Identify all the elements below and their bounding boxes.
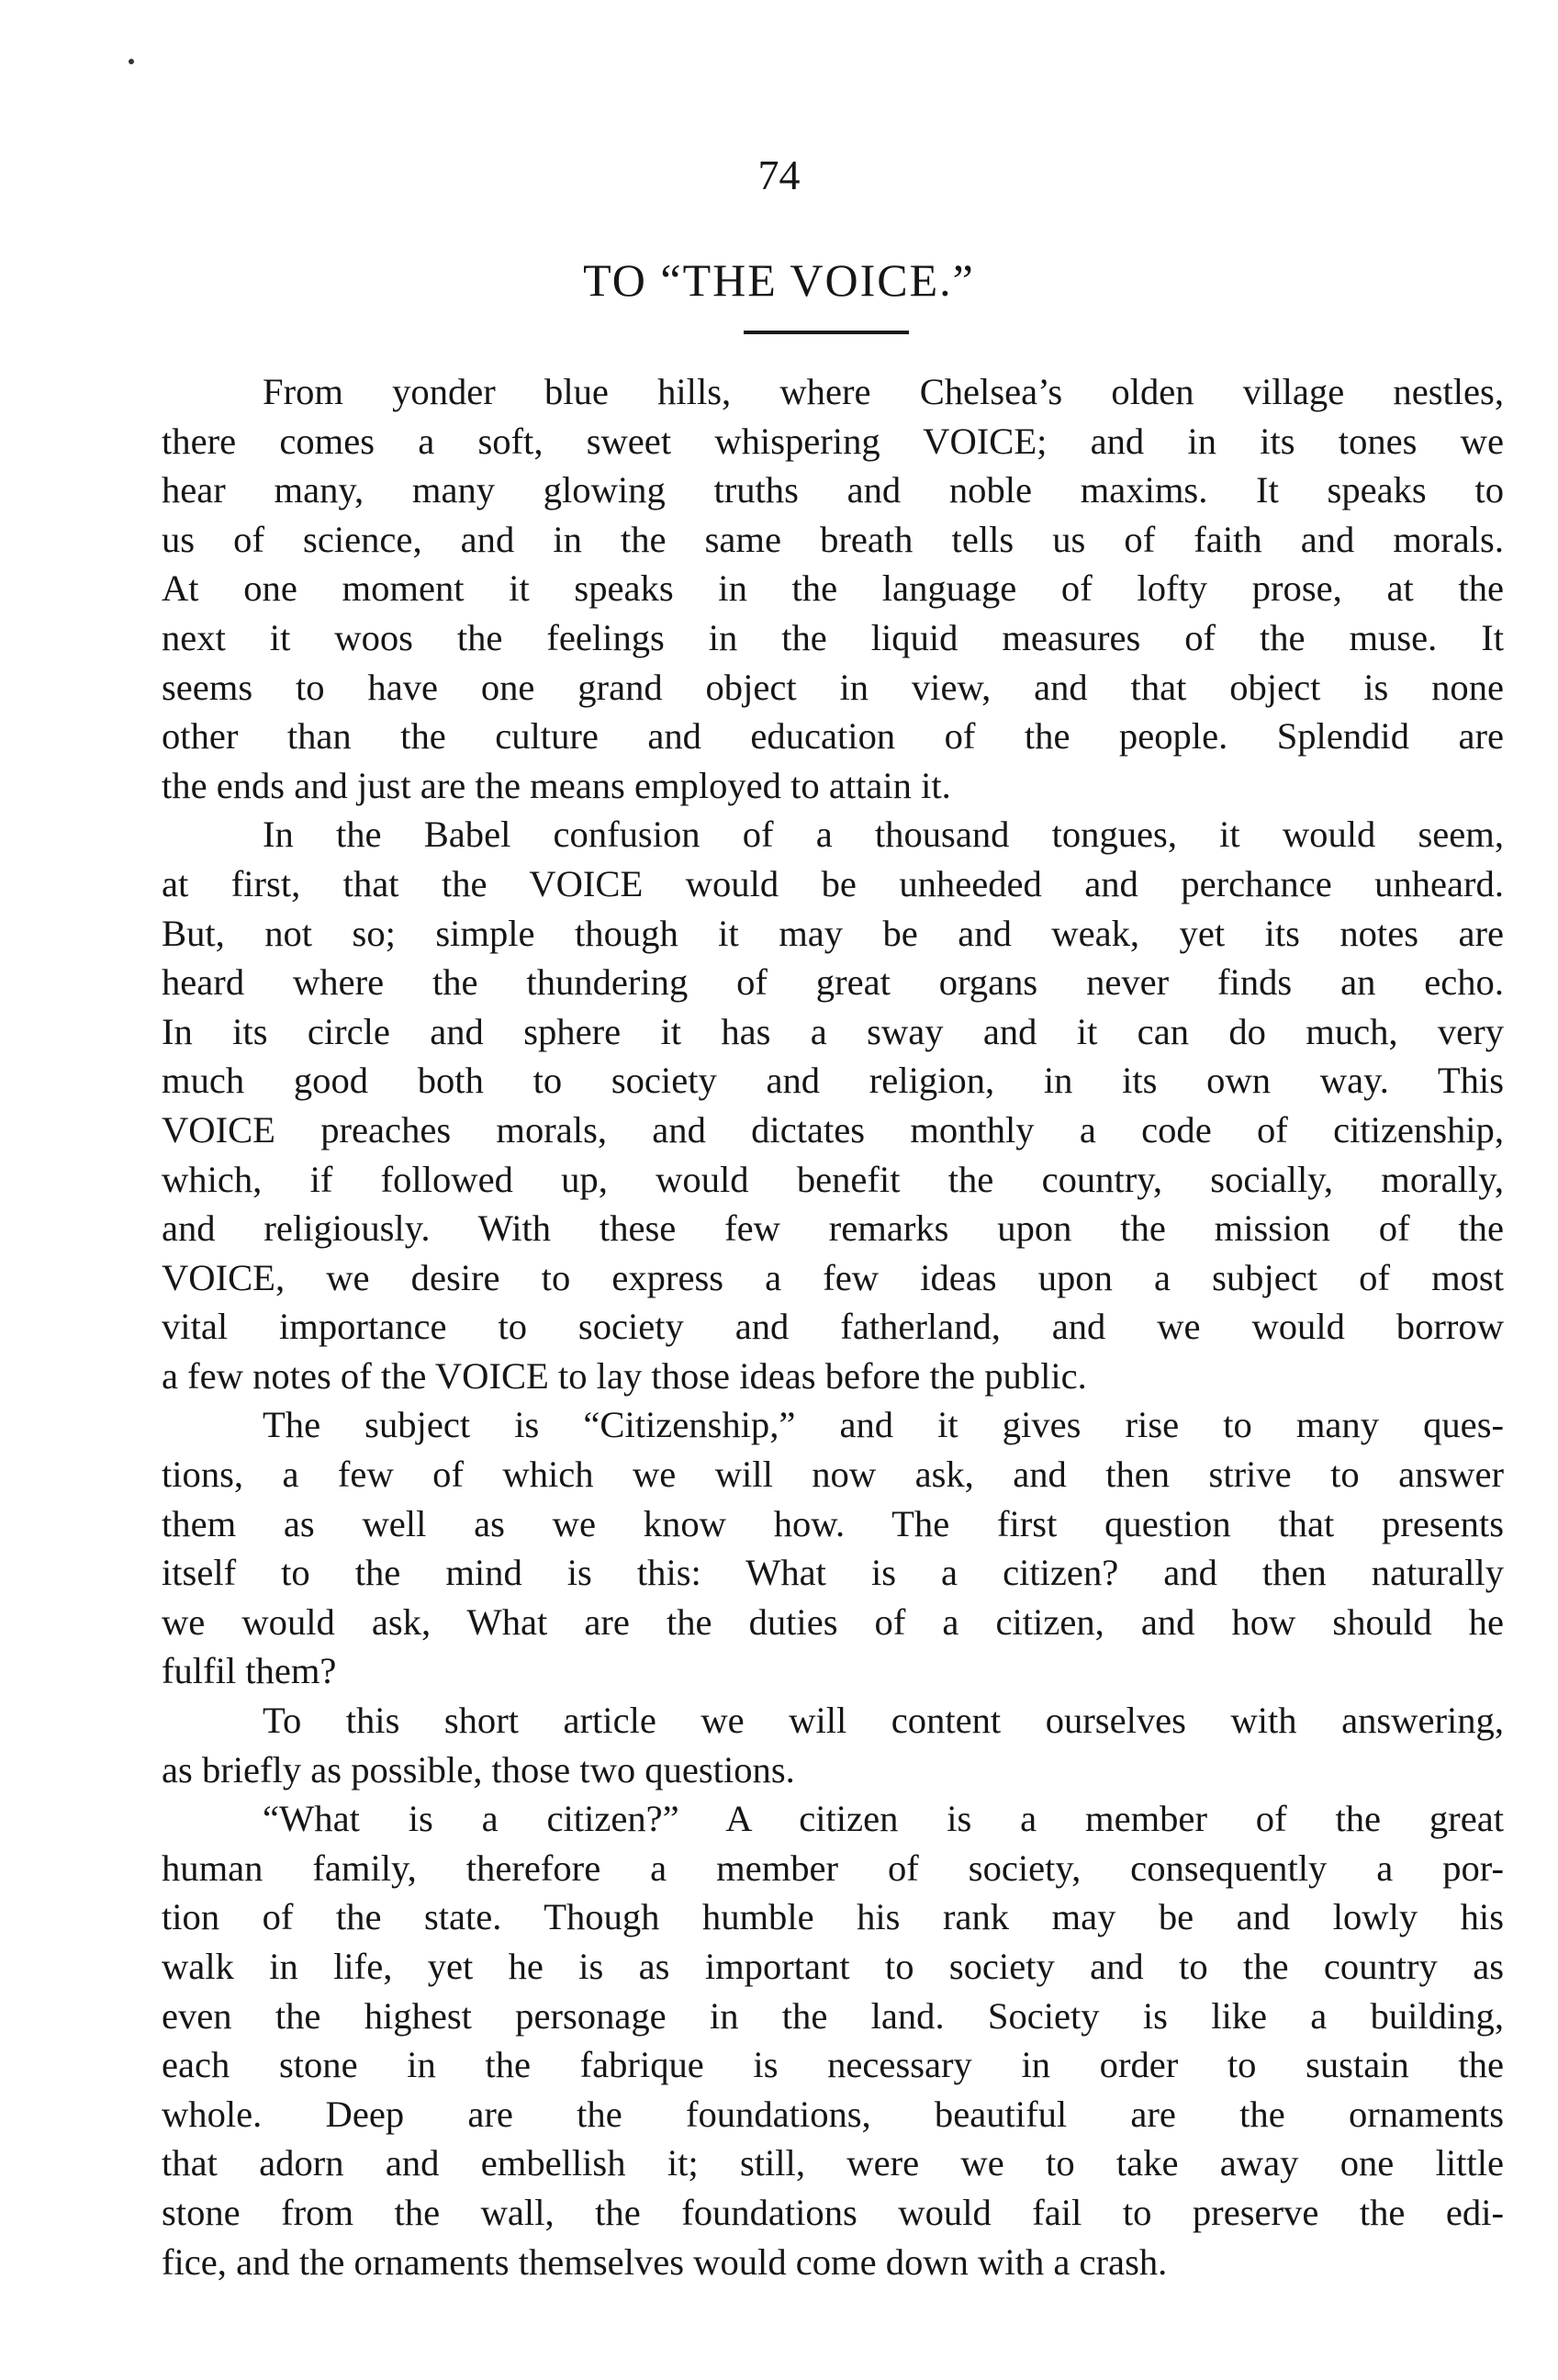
text-line: fice, and the ornaments themselves would come down with a crash. xyxy=(162,2240,1168,2283)
text-line: stone from the wall, the foundations would fail to preserve the edi- xyxy=(162,2191,1504,2233)
text-line: at first, that the VOICE would be unheeded and perchance unheard. xyxy=(162,862,1504,904)
text-line: VOICE preaches morals, and dictates monthly a code of citizenship, xyxy=(162,1108,1504,1151)
text-line: “What is a citizen?” A citizen is a member of the great xyxy=(263,1798,1504,1840)
text-line: tion of the state. Though humble his rank may be and lowly his xyxy=(162,1896,1504,1938)
text-line: a few notes of the VOICE to lay those ideas before the public. xyxy=(162,1354,1087,1397)
text-line: walk in life, yet he is as important to society and to the country as xyxy=(162,1946,1504,1987)
text-line: itself to the mind is this: What is a citizen? and then naturally xyxy=(162,1552,1504,1594)
text-line: we would ask, What are the duties of a citizen, and how should he xyxy=(162,1600,1504,1643)
text-line: the ends and just are the means employed to attain it. xyxy=(162,764,951,806)
article-body xyxy=(162,367,1504,2286)
text-line: At one moment it speaks in the language of lofty prose, at the xyxy=(162,567,1504,610)
text-line: But, not so; simple though it may be and weak, yet its notes are xyxy=(162,912,1504,954)
text-line: In the Babel confusion of a thousand tongues, it would seem, xyxy=(263,814,1504,856)
text-line: whole. Deep are the foundations, beautiful are the ornaments xyxy=(162,2093,1504,2135)
text-line: From yonder blue hills, where Chelsea’s olden village nestles, xyxy=(263,371,1504,412)
text-line: much good both to society and religion, in its own way. This xyxy=(162,1060,1504,1102)
text-line: VOICE, we desire to express a few ideas upon a subject of most xyxy=(162,1256,1504,1298)
title-rule xyxy=(744,331,909,334)
text-line: us of science, and in the same breath tells us of faith and morals. xyxy=(162,518,1504,560)
text-line: In its circle and sphere it has a sway and it can do much, very xyxy=(162,1010,1504,1052)
text-line: next it woos the feelings in the liquid measures of the muse. It xyxy=(162,616,1504,658)
text-line: that adorn and embellish it; still, were we to take away one little xyxy=(162,2142,1504,2184)
ink-speck xyxy=(129,59,134,64)
text-line: vital importance to society and fatherland, and we would borrow xyxy=(162,1306,1504,1348)
text-line: human family, therefore a member of society, consequently a por- xyxy=(162,1847,1504,1889)
text-line: To this short article we will content ourselves with answering, xyxy=(263,1700,1504,1742)
text-line: hear many, many glowing truths and noble maxims. It speaks to xyxy=(162,469,1504,511)
text-line: there comes a soft, sweet whispering VOICE; and in its tones we xyxy=(162,420,1504,462)
text-line: which, if followed up, would benefit the country, socially, morally, xyxy=(162,1158,1504,1200)
text-line: tions, a few of which we will now ask, and then strive to answer xyxy=(162,1454,1504,1496)
text-line: and religiously. With these few remarks upon the mission of the xyxy=(162,1207,1504,1250)
text-line: The subject is “Citizenship,” and it gives rise to many ques- xyxy=(263,1404,1504,1446)
text-line: as briefly as possible, those two questions. xyxy=(162,1748,795,1791)
text-line: heard where the thundering of great organs never finds an echo. xyxy=(162,961,1504,1004)
text-line: them as well as we know how. The first question that presents xyxy=(162,1502,1504,1544)
text-line: even the highest personage in the land. Society is like a building, xyxy=(162,1994,1504,2037)
text-line: fulfil them? xyxy=(162,1650,337,1692)
text-line: other than the culture and education of the people. Splendid are xyxy=(162,715,1504,758)
page-number: 74 xyxy=(757,152,801,198)
article-title: TO “THE VOICE.” xyxy=(583,254,975,306)
text-line: each stone in the fabrique is necessary in order to sustain the xyxy=(162,2044,1504,2086)
text-line: seems to have one grand object in view, and that object is none xyxy=(162,666,1504,708)
